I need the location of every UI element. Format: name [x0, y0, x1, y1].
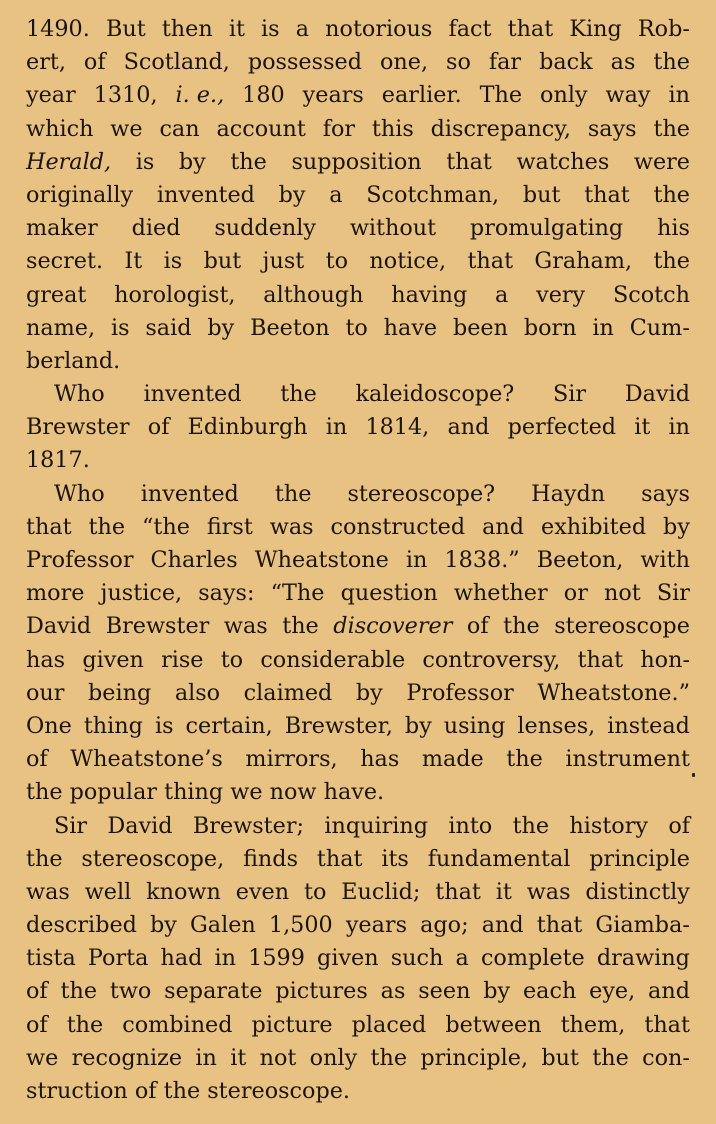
word: have: [383, 314, 438, 341]
word: that: [467, 248, 514, 275]
word: David: [624, 381, 690, 408]
word: born: [523, 314, 577, 341]
text-line: [26, 179, 690, 212]
word: thing: [83, 712, 143, 739]
word: Galen: [190, 912, 256, 939]
word: 1490.: [26, 16, 90, 42]
word: the: [230, 148, 267, 175]
word: using: [443, 712, 506, 739]
word: Brewster,: [284, 712, 393, 739]
word: “The: [270, 580, 325, 607]
word: lenses,: [517, 712, 596, 739]
paragraph: [26, 378, 690, 478]
word: discoverer: [333, 613, 453, 640]
word: account: [216, 115, 306, 142]
word: the: [503, 613, 540, 640]
word: principle,: [420, 1044, 529, 1071]
word: known: [146, 878, 221, 905]
word: only: [540, 82, 588, 109]
word: Charles: [150, 547, 238, 573]
text-line: [26, 345, 690, 378]
word: years: [302, 82, 364, 109]
text-line: [26, 909, 690, 942]
word: fundamental: [427, 845, 571, 872]
word: been: [452, 314, 508, 341]
word: earlier.: [381, 82, 462, 109]
word: which: [26, 115, 94, 142]
word: also: [174, 679, 221, 706]
word: Cum-: [629, 314, 690, 341]
word: the: [653, 49, 690, 76]
text-line: [26, 146, 690, 179]
word: justice,: [100, 580, 183, 607]
word: between: [445, 1011, 542, 1038]
word: “the: [142, 513, 190, 540]
word: instead: [607, 712, 690, 739]
word: year: [26, 82, 76, 109]
line-text: 1817.: [26, 447, 90, 474]
word: 1599: [248, 945, 305, 972]
text-line: [26, 644, 690, 677]
word: but: [541, 1044, 579, 1071]
word: and: [648, 978, 690, 1005]
word: Sir: [54, 812, 88, 839]
word: to: [220, 646, 244, 673]
word: One: [26, 712, 72, 739]
word: of: [26, 978, 48, 1005]
word: the: [88, 513, 126, 540]
word: but: [203, 248, 242, 275]
word: considerable: [260, 646, 406, 673]
word: the: [653, 248, 690, 275]
word: a: [329, 181, 343, 208]
word: that: [435, 878, 481, 905]
word: instrument: [565, 746, 690, 773]
word: the: [26, 845, 63, 872]
word: each: [522, 978, 577, 1005]
word: says: [587, 115, 637, 142]
word: it: [230, 1044, 247, 1071]
word: 1814,: [365, 414, 430, 441]
word: to: [345, 314, 368, 341]
word: in: [195, 1044, 217, 1071]
word: of: [668, 812, 690, 839]
word: we: [110, 115, 143, 142]
word: Edinburgh: [187, 414, 308, 441]
word: although: [263, 281, 364, 308]
word: were: [633, 148, 690, 175]
word: the: [282, 613, 319, 640]
word: that: [507, 16, 554, 42]
word: ago;: [420, 912, 469, 939]
word: by: [178, 148, 206, 175]
word: a: [495, 281, 509, 308]
page-text: [26, 13, 690, 1108]
text-line: [26, 975, 690, 1008]
word: way: [605, 82, 651, 109]
line-text: struction of the stereoscope.: [26, 1078, 351, 1104]
word: Rob-: [637, 16, 690, 42]
word: King: [569, 16, 622, 42]
paragraph: [26, 810, 690, 1109]
text-line: [26, 776, 690, 809]
word: Professor: [406, 679, 514, 706]
word: Haydn: [531, 480, 606, 507]
line-text: berland.: [26, 347, 121, 374]
word: fact: [448, 16, 492, 42]
text-line: [26, 46, 690, 79]
word: not: [603, 580, 641, 607]
word: and: [481, 912, 524, 939]
word: by: [404, 712, 432, 739]
text-line: [26, 810, 690, 843]
word: the: [512, 812, 550, 839]
word: Graham,: [534, 248, 633, 275]
word: notorious: [325, 16, 433, 42]
word: principle: [589, 845, 690, 872]
text-line: [26, 843, 690, 876]
word: Beeton,: [536, 547, 624, 573]
word: says:: [198, 580, 255, 607]
text-line: [26, 511, 690, 544]
word: only: [309, 1044, 358, 1071]
word: so: [446, 49, 471, 76]
word: to: [303, 878, 327, 905]
word: the: [66, 1011, 104, 1038]
word: that: [26, 513, 72, 540]
word: is: [110, 314, 130, 341]
word: kaleidoscope?: [355, 381, 515, 408]
word: ert,: [26, 49, 66, 76]
word: in: [668, 82, 690, 109]
word: invented: [156, 181, 255, 208]
text-line: [26, 1075, 690, 1108]
word: picture: [251, 1011, 333, 1038]
word: our: [26, 679, 65, 706]
word: horologist,: [114, 281, 236, 308]
word: history: [569, 812, 648, 839]
word: supposition: [291, 148, 422, 175]
word: stereoscope,: [81, 845, 225, 872]
word: more: [26, 580, 85, 607]
word: then: [161, 16, 213, 42]
word: in: [214, 945, 237, 972]
word: David: [107, 812, 173, 839]
word: stereoscope?: [347, 480, 496, 507]
word: just: [262, 248, 305, 275]
word: the: [506, 746, 543, 773]
word: 180: [242, 82, 285, 109]
word: the: [280, 381, 317, 408]
word: Brewster;: [192, 812, 304, 839]
word: the: [274, 480, 312, 507]
word: that: [584, 181, 630, 208]
word: by: [483, 978, 511, 1005]
word: of: [466, 613, 489, 640]
text-line: [26, 411, 690, 444]
text-line: [26, 478, 690, 511]
word: the: [370, 1044, 408, 1071]
word: back: [539, 49, 593, 76]
word: inquiring: [324, 812, 429, 839]
word: secret.: [26, 248, 104, 275]
word: Wheatstone.”: [537, 679, 690, 706]
word: it: [634, 414, 651, 441]
word: It: [124, 248, 143, 275]
word: that: [446, 148, 492, 175]
word: perfected: [507, 414, 617, 441]
word: seen: [418, 978, 471, 1005]
word: first: [206, 513, 253, 540]
word: one,: [379, 49, 429, 76]
word: and: [482, 513, 525, 540]
word: maker: [26, 215, 98, 242]
word: its: [381, 845, 409, 872]
word: was: [269, 513, 314, 540]
word: by: [663, 513, 690, 540]
text-line: [26, 245, 690, 278]
word: says: [641, 480, 690, 507]
word: described: [26, 912, 137, 939]
text-line: [26, 444, 690, 477]
word: discrepancy,: [430, 115, 571, 142]
word: having: [391, 281, 468, 308]
word: Sir: [552, 381, 587, 408]
word: Scotland,: [123, 49, 230, 76]
word: Euclid;: [341, 878, 421, 905]
word: combined: [122, 1011, 233, 1038]
word: in: [405, 547, 428, 573]
word: is: [163, 248, 183, 275]
word: by: [355, 679, 383, 706]
word: originally: [26, 181, 134, 208]
word: not: [259, 1044, 297, 1071]
word: in: [668, 414, 690, 441]
word: Porta: [87, 945, 149, 972]
word: of: [83, 49, 106, 76]
word: that: [644, 1011, 690, 1038]
word: promulgating: [469, 215, 624, 242]
word: that: [536, 912, 583, 939]
text-line: [26, 544, 690, 577]
word: far: [488, 49, 522, 76]
text-line: [26, 577, 690, 610]
paragraph: [26, 478, 690, 810]
word: had: [160, 945, 203, 972]
text-line: [26, 876, 690, 909]
word: tista: [26, 945, 76, 972]
word: notice,: [369, 248, 447, 275]
word: such: [390, 945, 444, 972]
paragraph: [26, 13, 690, 378]
word: his: [657, 215, 690, 242]
word: by: [207, 314, 235, 341]
word: said: [145, 314, 192, 341]
word: drawing: [596, 945, 690, 972]
word: Brewster: [105, 613, 210, 640]
word: even: [235, 878, 290, 905]
word: whether: [453, 580, 548, 607]
word: of: [26, 1011, 48, 1038]
word: them,: [560, 1011, 626, 1038]
word: as: [610, 49, 636, 76]
word: rise: [161, 646, 204, 673]
word: separate: [164, 978, 263, 1005]
word: and: [447, 414, 490, 441]
text-line: [26, 743, 690, 776]
text-line: [26, 79, 690, 112]
word: Who: [54, 381, 105, 408]
word: stereoscope: [554, 613, 690, 640]
word: Wheatstone’s: [70, 746, 223, 773]
word: watches: [516, 148, 610, 175]
word: the: [653, 181, 690, 208]
word: Beeton: [250, 314, 330, 341]
word: it: [228, 16, 245, 42]
word: Professor: [26, 547, 134, 573]
word: being: [88, 679, 152, 706]
word: is: [154, 712, 174, 739]
word: Sir: [656, 580, 690, 607]
word: it: [495, 878, 512, 905]
ink-speck: [692, 773, 695, 777]
word: Wheatstone: [254, 547, 389, 573]
word: the: [60, 978, 98, 1005]
word: Scotch: [612, 281, 690, 308]
word: David: [26, 613, 92, 640]
word: has: [26, 646, 66, 673]
word: 1310,: [93, 82, 158, 109]
text-line: [26, 13, 690, 46]
word: by: [278, 181, 306, 208]
word: question: [340, 580, 438, 607]
word: has: [360, 746, 400, 773]
word: the: [653, 115, 690, 142]
word: 1838.”: [444, 547, 520, 573]
word: Herald,: [26, 148, 112, 175]
word: into: [448, 812, 493, 839]
word: that: [316, 845, 363, 872]
word: suddenly: [214, 215, 316, 242]
word: or: [563, 580, 588, 607]
word: to: [325, 248, 349, 275]
word: a: [455, 945, 469, 972]
word: with: [640, 547, 690, 573]
word: is: [261, 16, 280, 42]
word: in: [592, 314, 614, 341]
word: invented: [140, 480, 239, 507]
word: in: [325, 414, 348, 441]
word: two: [109, 978, 152, 1005]
word: of: [147, 414, 170, 441]
word: without: [349, 215, 437, 242]
text-line: [26, 710, 690, 743]
word: exhibited: [541, 513, 647, 540]
word: Who: [54, 480, 105, 507]
word: complete: [480, 945, 585, 972]
word: we: [26, 1044, 59, 1071]
word: of: [26, 746, 48, 773]
word: the: [592, 1044, 629, 1071]
word: made: [421, 746, 484, 773]
text-line: [26, 1042, 690, 1075]
word: this: [371, 115, 414, 142]
text-line: [26, 677, 690, 710]
word: was: [526, 878, 571, 905]
word: given: [317, 945, 379, 972]
text-line: [26, 942, 690, 975]
word: pictures: [275, 978, 368, 1005]
word: But: [105, 16, 146, 42]
word: The: [479, 82, 523, 109]
word: distinctly: [585, 878, 690, 905]
word: Brewster: [26, 414, 130, 441]
word: great: [26, 281, 87, 308]
word: hon-: [640, 646, 690, 673]
word: a: [295, 16, 310, 42]
word: was: [26, 878, 70, 905]
word: invented: [143, 381, 242, 408]
word: possessed: [247, 49, 362, 76]
word: that: [577, 646, 624, 673]
word: died: [131, 215, 181, 242]
word: placed: [351, 1011, 427, 1038]
word: as: [380, 978, 406, 1005]
word: certain,: [185, 712, 273, 739]
word: Giamba-: [595, 912, 690, 939]
text-line: [26, 279, 690, 312]
word: is: [135, 148, 155, 175]
line-text: the popular thing we now have.: [26, 779, 385, 806]
word: i. e.,: [175, 82, 225, 109]
text-line: [26, 113, 690, 146]
text-line: [26, 212, 690, 245]
word: very: [536, 281, 586, 308]
word: constructed: [330, 513, 466, 540]
word: can: [159, 115, 200, 142]
word: but: [522, 181, 561, 208]
word: mirrors,: [245, 746, 338, 773]
word: controversy,: [422, 646, 561, 673]
text-line: [26, 378, 690, 411]
word: eye,: [589, 978, 636, 1005]
word: years: [345, 912, 408, 939]
word: was: [223, 613, 268, 640]
text-line: [26, 1009, 690, 1042]
word: for: [322, 115, 356, 142]
word: recognize: [71, 1044, 183, 1071]
word: 1,500: [268, 912, 333, 939]
text-line: [26, 610, 690, 643]
word: claimed: [243, 679, 333, 706]
word: name,: [26, 314, 96, 341]
text-line: [26, 312, 690, 345]
word: finds: [243, 845, 299, 872]
word: con-: [642, 1044, 690, 1071]
word: given: [82, 646, 144, 673]
word: well: [84, 878, 132, 905]
word: Scotchman,: [366, 181, 500, 208]
word: by: [150, 912, 177, 939]
